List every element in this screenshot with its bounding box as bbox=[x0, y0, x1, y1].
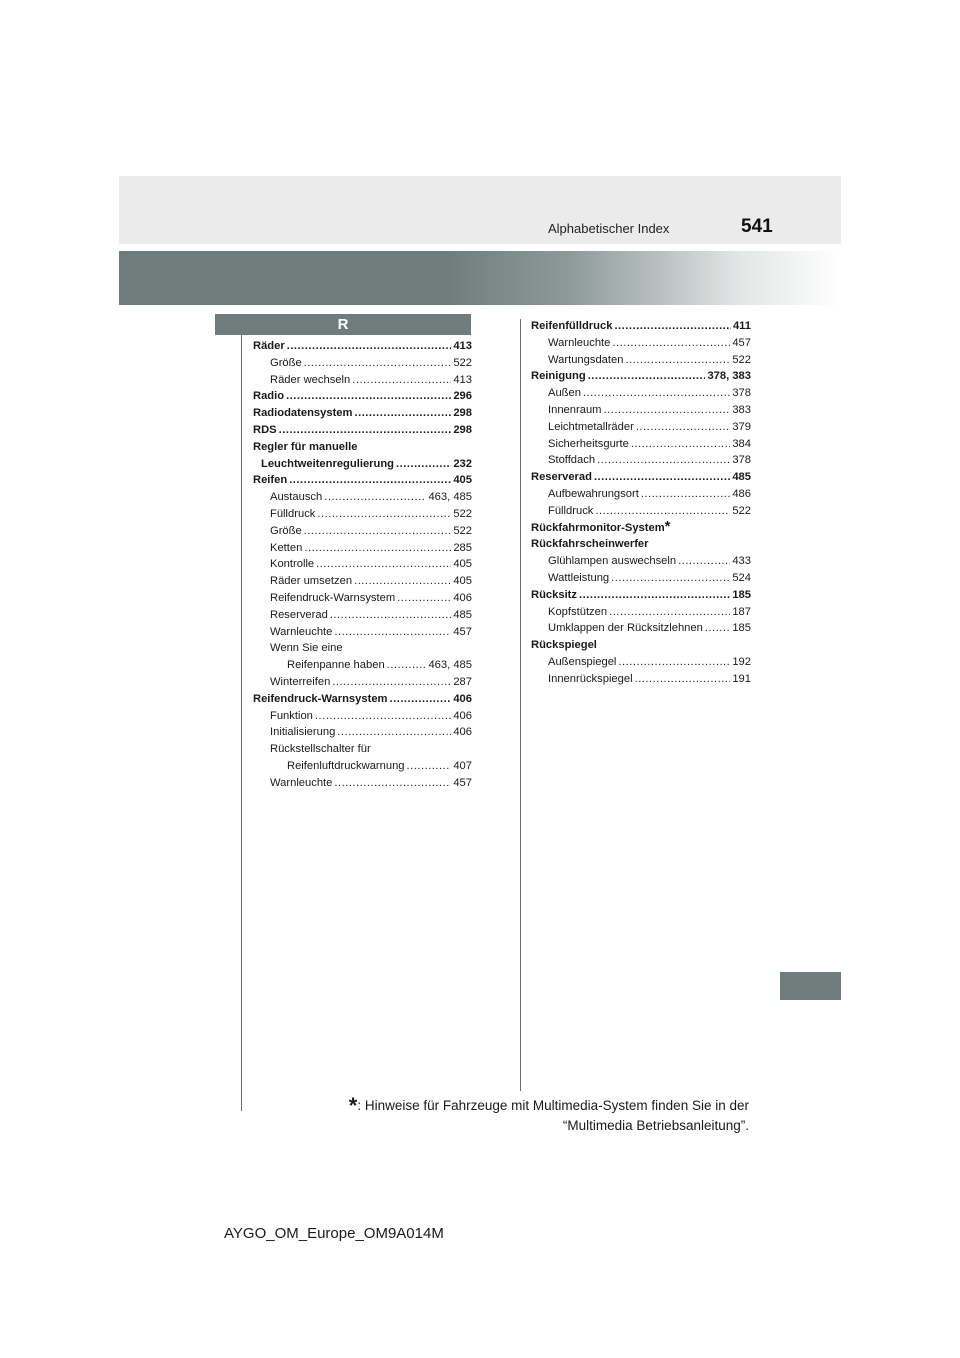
index-entry-page: 411 bbox=[732, 320, 751, 332]
dot-leader bbox=[304, 523, 452, 540]
index-entry-page: 285 bbox=[453, 541, 472, 554]
index-entry bbox=[531, 402, 751, 419]
dot-leader bbox=[618, 654, 730, 671]
index-entry bbox=[253, 758, 472, 775]
dot-leader bbox=[705, 620, 730, 637]
dot-leader bbox=[397, 590, 451, 607]
index-entry-page: 384 bbox=[732, 437, 751, 450]
index-entry-page: 457 bbox=[453, 776, 472, 789]
index-entry bbox=[253, 674, 472, 691]
dot-leader bbox=[609, 604, 730, 621]
index-entry-label: Rückspiegel bbox=[531, 639, 597, 652]
dot-leader bbox=[631, 436, 730, 453]
index-entry-page: 405 bbox=[453, 575, 472, 588]
index-entry-label: Kontrolle bbox=[270, 558, 315, 571]
dot-leader bbox=[579, 587, 730, 604]
index-entry-label: Reserverad bbox=[270, 608, 328, 621]
index-entry-label: Reserverad bbox=[531, 471, 592, 484]
dot-leader bbox=[612, 335, 730, 352]
dot-leader bbox=[636, 419, 731, 436]
document-id: AYGO_OM_Europe_OM9A014M bbox=[224, 1225, 444, 1242]
dot-leader bbox=[289, 472, 451, 489]
index-entry bbox=[531, 436, 751, 453]
dot-leader bbox=[407, 758, 452, 775]
dot-leader bbox=[279, 422, 452, 439]
column-divider-middle bbox=[520, 319, 521, 1091]
index-entry-page: 406 bbox=[453, 726, 472, 739]
index-entry bbox=[253, 708, 472, 725]
dot-leader bbox=[588, 368, 706, 385]
index-entry-page: 522 bbox=[732, 353, 751, 366]
dot-leader bbox=[396, 456, 451, 473]
dot-leader bbox=[583, 385, 730, 402]
index-entry-page: 191 bbox=[732, 672, 751, 685]
header-band bbox=[119, 176, 841, 244]
index-entry bbox=[253, 456, 472, 473]
footnote-marker: * bbox=[348, 1093, 358, 1118]
index-entry-label: Funktion bbox=[270, 709, 313, 722]
index-entry bbox=[253, 338, 472, 355]
dot-leader bbox=[352, 372, 451, 389]
index-entry bbox=[253, 691, 472, 708]
index-entry bbox=[253, 775, 472, 792]
index-entry-label: Rückstellschalter für bbox=[270, 743, 371, 756]
index-entry bbox=[253, 573, 472, 590]
index-entry bbox=[531, 486, 751, 503]
index-entry bbox=[531, 503, 751, 520]
section-title: Alphabetischer Index bbox=[548, 221, 670, 236]
index-entry-page: 287 bbox=[453, 675, 472, 688]
page-number: 541 bbox=[741, 216, 773, 237]
dot-leader bbox=[334, 624, 451, 641]
index-entry bbox=[531, 452, 751, 469]
index-entry-page: 378 bbox=[732, 454, 751, 467]
index-entry-page: 185 bbox=[732, 588, 751, 601]
footnote-line-1 bbox=[348, 1093, 749, 1118]
index-entry-page: 457 bbox=[453, 625, 472, 638]
footnote-line-2: “Multimedia Betriebsanleitung”. bbox=[562, 1118, 749, 1133]
index-entry-label: Wartungsdaten bbox=[548, 353, 624, 366]
index-entry bbox=[253, 640, 472, 657]
index-entry-page: 522 bbox=[453, 356, 472, 369]
index-entry bbox=[531, 570, 751, 587]
index-entry-page: 378 bbox=[732, 387, 751, 400]
index-entry-label: Räder umsetzen bbox=[270, 575, 353, 588]
dot-leader bbox=[594, 469, 730, 486]
index-entry-label: Innenraum bbox=[548, 403, 602, 416]
index-entry-label: RDS bbox=[253, 423, 277, 436]
dot-leader bbox=[390, 691, 452, 708]
index-entry bbox=[253, 422, 472, 439]
index-entry bbox=[253, 724, 472, 741]
index-letter-heading: R bbox=[215, 314, 471, 335]
index-entry bbox=[253, 405, 472, 422]
index-entry-page: 522 bbox=[453, 507, 472, 520]
index-entry-page: 413 bbox=[453, 340, 472, 352]
dot-leader bbox=[304, 355, 452, 372]
index-entry bbox=[253, 540, 472, 557]
index-entry-label: Reifen bbox=[253, 474, 288, 487]
index-entry-page: 433 bbox=[732, 555, 751, 568]
index-entry-page: 413 bbox=[453, 373, 472, 386]
index-entry-page: 187 bbox=[732, 605, 751, 618]
index-entry-page: 406 bbox=[453, 591, 472, 604]
index-entry-label: Leuchtweitenregulierung bbox=[261, 457, 395, 470]
dot-leader bbox=[641, 486, 731, 503]
dot-leader bbox=[287, 338, 452, 355]
dot-leader bbox=[315, 708, 451, 725]
index-entry-label: Warnleuchte bbox=[270, 776, 333, 789]
index-entry-page: 405 bbox=[453, 474, 472, 487]
dot-leader bbox=[604, 402, 731, 419]
index-entry-label: Radiodatensystem bbox=[253, 407, 353, 420]
index-entry-label: Außen bbox=[548, 387, 581, 400]
index-entry bbox=[253, 657, 472, 674]
index-entry-label: Warnleuchte bbox=[548, 336, 611, 349]
index-entry-page: 407 bbox=[453, 759, 472, 772]
index-entry bbox=[531, 637, 751, 654]
index-entry-page: 298 bbox=[453, 423, 472, 436]
index-entry-page: 522 bbox=[732, 504, 751, 517]
index-entry-label: Winterreifen bbox=[270, 675, 331, 688]
index-entry-page: 485 bbox=[732, 471, 751, 484]
chapter-side-tab bbox=[780, 972, 841, 1000]
index-entry-page: 296 bbox=[453, 390, 472, 403]
index-entry-page: 485 bbox=[453, 608, 472, 621]
index-column-right bbox=[531, 318, 751, 688]
index-entry bbox=[531, 620, 751, 637]
index-entry: Rückfahrmonitor-System * bbox=[531, 517, 671, 535]
index-entry-label: Reinigung bbox=[531, 370, 586, 383]
index-entry bbox=[253, 607, 472, 624]
index-entry bbox=[531, 318, 751, 335]
index-entry bbox=[253, 556, 472, 573]
index-entry-page: 192 bbox=[732, 655, 751, 668]
index-entry-label: Rückfahrmonitor-System bbox=[531, 521, 665, 534]
index-entry-label: Regler für manuelle bbox=[253, 440, 358, 453]
index-entry-page: 406 bbox=[453, 692, 472, 705]
index-entry bbox=[531, 352, 751, 369]
index-entry-label: Rücksitz bbox=[531, 588, 578, 601]
dot-leader bbox=[317, 506, 451, 523]
index-entry bbox=[531, 553, 751, 570]
dot-leader bbox=[678, 553, 730, 570]
index-entry bbox=[253, 523, 472, 540]
index-entry-page: 457 bbox=[732, 336, 751, 349]
index-entry-label: Reifenpanne haben bbox=[287, 659, 385, 672]
index-entry bbox=[253, 372, 472, 389]
index-entry-label: Größe bbox=[270, 524, 302, 537]
index-entry-label: Stoffdach bbox=[548, 454, 596, 467]
index-entry-label: Räder bbox=[253, 340, 285, 352]
dot-leader bbox=[635, 671, 731, 688]
dot-leader bbox=[330, 607, 452, 624]
index-entry bbox=[531, 368, 751, 385]
index-entry-page: 463, 485 bbox=[428, 659, 472, 672]
index-entry-page: 486 bbox=[732, 487, 751, 500]
dot-leader bbox=[316, 556, 451, 573]
index-entry-page: 405 bbox=[453, 558, 472, 571]
index-entry-label: Radio bbox=[253, 390, 285, 403]
index-entry-label: Wattleistung bbox=[548, 571, 610, 584]
dot-leader bbox=[337, 724, 451, 741]
footnote bbox=[348, 1093, 749, 1136]
index-entry bbox=[531, 469, 751, 486]
dot-leader bbox=[614, 318, 731, 335]
dot-leader bbox=[387, 657, 427, 674]
index-entry bbox=[253, 388, 472, 405]
index-entry-label: Wenn Sie eine bbox=[270, 642, 343, 655]
dot-leader bbox=[354, 405, 451, 422]
index-entry-label: Reifendruck-Warnsystem bbox=[270, 591, 396, 604]
index-entry-label: Glühlampen auswechseln bbox=[548, 555, 677, 568]
index-entry-page: 383 bbox=[732, 403, 751, 416]
dot-leader bbox=[334, 775, 451, 792]
index-entry bbox=[253, 624, 472, 641]
index-entry-label: Umklappen der Rücksitzlehnen bbox=[548, 622, 703, 635]
index-entry-page: 406 bbox=[453, 709, 472, 722]
dot-leader bbox=[304, 540, 451, 557]
index-entry-label: Innenrückspiegel bbox=[548, 672, 633, 685]
index-entry bbox=[253, 439, 472, 456]
index-entry-page: 378, 383 bbox=[707, 370, 751, 383]
index-entry-label: Initialisierung bbox=[270, 726, 336, 739]
index-entry-label: Reifendruck-Warnsystem bbox=[253, 692, 388, 705]
dot-leader bbox=[595, 503, 730, 520]
index-entry bbox=[531, 419, 751, 436]
index-entry-label: Kopfstützen bbox=[548, 605, 608, 618]
footnote-text-1: : Hinweise für Fahrzeuge mit Multimedia-System finden Sie in der bbox=[357, 1098, 749, 1113]
dot-leader bbox=[286, 388, 451, 405]
index-entry-label: Außenspiegel bbox=[548, 655, 617, 668]
index-entry bbox=[531, 671, 751, 688]
index-entry-label: Sicherheitsgurte bbox=[548, 437, 629, 450]
dot-leader bbox=[625, 352, 730, 369]
index-entry bbox=[531, 385, 751, 402]
chapter-gradient-bar bbox=[119, 251, 841, 305]
index-entry-page: 524 bbox=[732, 571, 751, 584]
index-entry-label: Ketten bbox=[270, 541, 303, 554]
index-entry-page: 463, 485 bbox=[428, 491, 472, 504]
index-entry bbox=[253, 741, 472, 758]
index-entry-label: Warnleuchte bbox=[270, 625, 333, 638]
index-entry bbox=[253, 472, 472, 489]
dot-leader bbox=[597, 452, 730, 469]
index-entry-label: Reifenluftdruckwarnung bbox=[287, 759, 405, 772]
index-entry-label: Reifenfülldruck bbox=[531, 320, 613, 332]
index-entry bbox=[253, 489, 472, 506]
dot-leader bbox=[332, 674, 451, 691]
index-entry-label: Austausch bbox=[270, 491, 323, 504]
index-column-left bbox=[253, 338, 472, 792]
index-entry-page: 298 bbox=[453, 407, 472, 420]
index-entry-page: 185 bbox=[732, 622, 751, 635]
index-entry-label: Größe bbox=[270, 356, 302, 369]
index-entry-label: Fülldruck bbox=[270, 507, 316, 520]
index-entry bbox=[253, 590, 472, 607]
column-divider-left bbox=[241, 335, 242, 1111]
index-entry-page: 522 bbox=[453, 524, 472, 537]
index-entry-label: Leichtmetallräder bbox=[548, 420, 634, 433]
index-entry-label: Räder wechseln bbox=[270, 373, 351, 386]
index-entry bbox=[531, 604, 751, 621]
dot-leader bbox=[324, 489, 426, 506]
index-entry bbox=[253, 355, 472, 372]
index-entry bbox=[531, 587, 751, 604]
dot-leader bbox=[611, 570, 730, 587]
index-entry bbox=[531, 536, 751, 553]
index-entry-label: Fülldruck bbox=[548, 504, 594, 517]
index-entry bbox=[531, 654, 751, 671]
index-entry bbox=[531, 335, 751, 352]
index-entry bbox=[253, 506, 472, 523]
index-entry-label: Rückfahrscheinwerfer bbox=[531, 538, 649, 551]
dot-leader bbox=[354, 573, 451, 590]
index-entry-page: 232 bbox=[453, 457, 472, 470]
index-entry-label: Aufbewahrungsort bbox=[548, 487, 639, 500]
index-entry-page: 379 bbox=[732, 420, 751, 433]
